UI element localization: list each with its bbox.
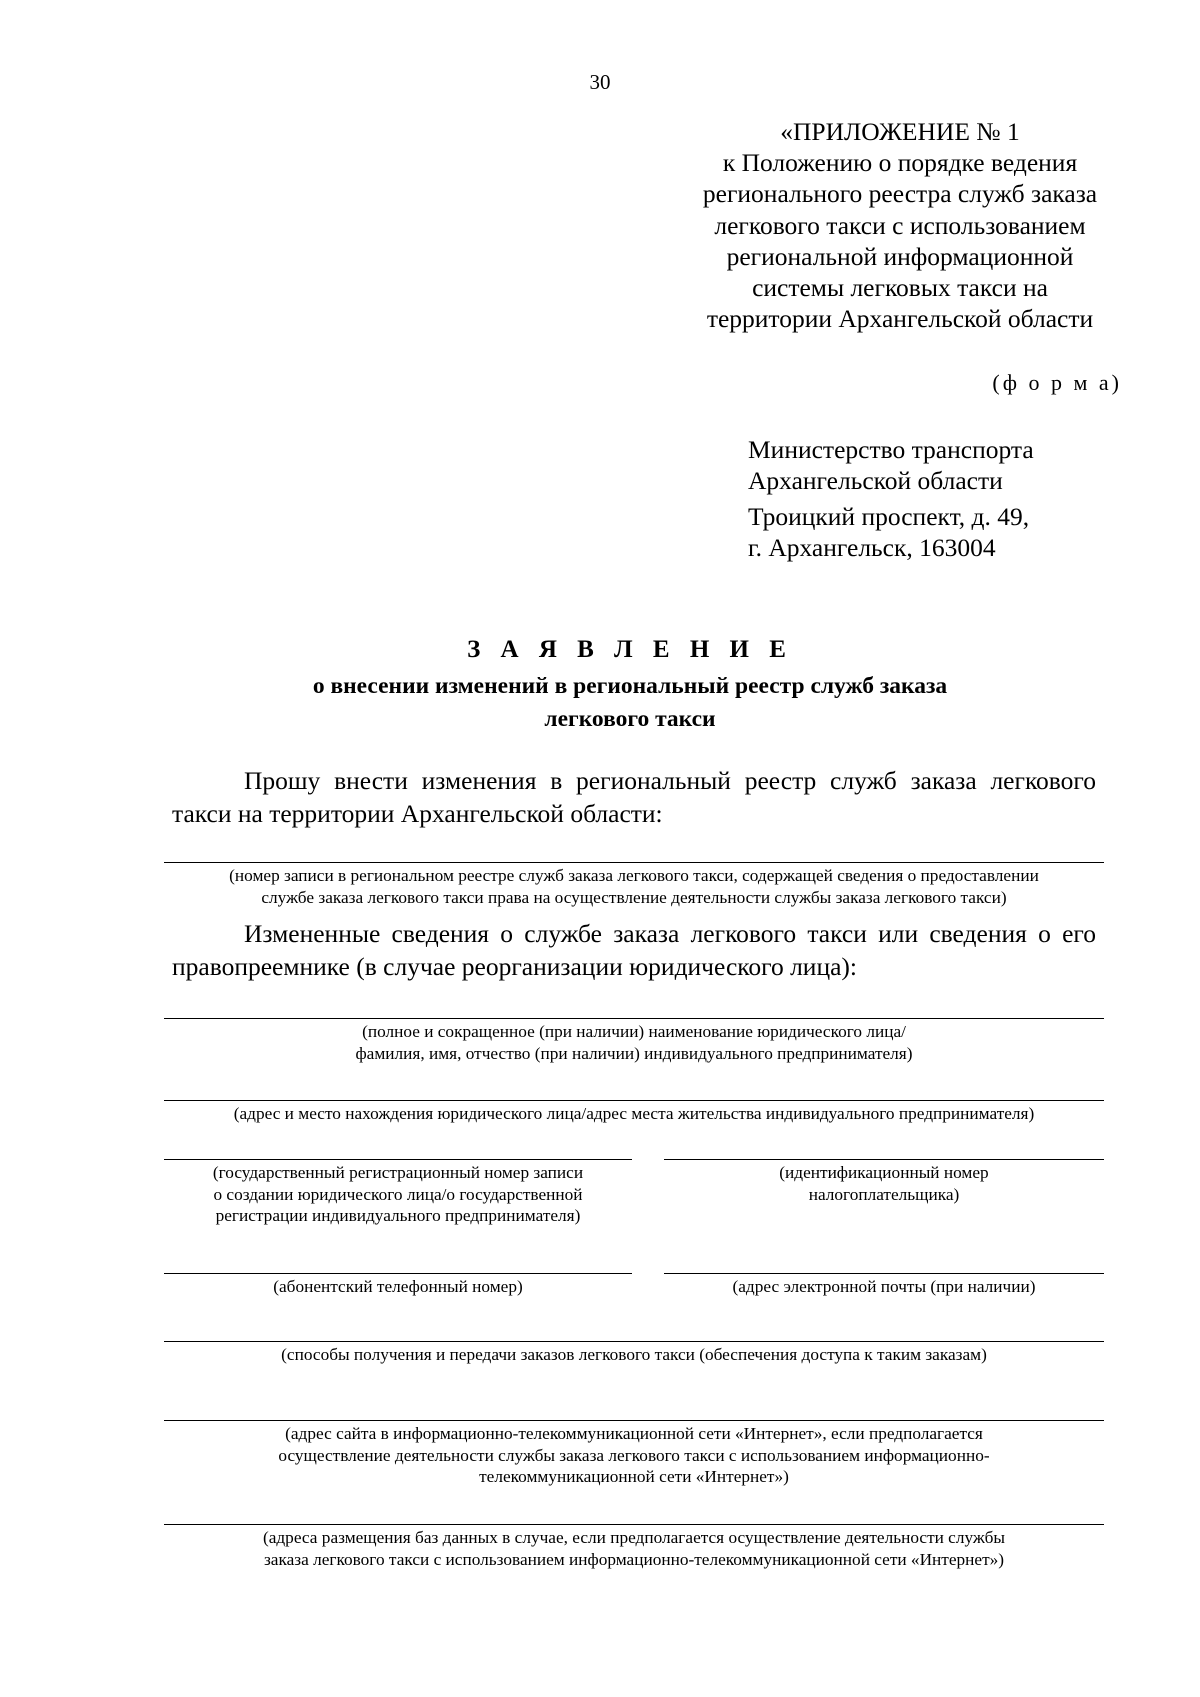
- request-paragraph-text: Прошу внести изменения в региональный реестр служб заказа легкового такси на территории Архангельской области:: [172, 766, 1096, 828]
- caption-line: (идентификационный номер: [779, 1163, 989, 1182]
- appendix-line: территории Архангельской области: [706, 304, 1094, 334]
- request-paragraph: [172, 764, 1096, 830]
- recipient-org-line: Архангельской области: [748, 466, 1003, 495]
- page-number: 30: [589, 70, 611, 94]
- recipient-address-line: Троицкий проспект, д. 49,: [748, 502, 1030, 531]
- website-field-line[interactable]: [164, 1420, 1104, 1421]
- registry-record-field-line[interactable]: [164, 862, 1104, 863]
- caption-line: (адрес сайта в информационно-телекоммуникационной сети «Интернет», если предполагается: [285, 1424, 983, 1443]
- subtitle-line: о внесении изменений в региональный реестр служб заказа: [312, 673, 948, 699]
- caption-line: (государственный регистрационный номер записи: [212, 1163, 584, 1182]
- recipient-block: [748, 434, 1034, 563]
- caption-line: осуществление деятельности службы заказа легкового такси с использованием информационно-: [278, 1445, 990, 1465]
- caption-line: (полное и сокращенное (при наличии) наименование юридического лица/: [362, 1022, 906, 1041]
- caption-line: (адрес и место нахождения юридического лица/адрес места жительства индивидуального предпринимателя): [233, 1104, 1035, 1123]
- registry-record-caption: [150, 865, 1118, 908]
- appendix-line: «ПРИЛОЖЕНИЕ № 1: [780, 117, 1020, 146]
- caption-line: службе заказа легкового такси права на осуществление деятельности службы заказа легкового такси): [261, 887, 1007, 907]
- name-field-line[interactable]: [164, 1018, 1104, 1019]
- inn-field-line[interactable]: [664, 1159, 1104, 1160]
- appendix-line: регионального реестра служб заказа: [702, 179, 1098, 209]
- caption-line: (абонентский телефонный номер): [273, 1277, 523, 1296]
- recipient-org-line: Министерство транспорта: [748, 435, 1034, 464]
- appendix-header: [640, 116, 1160, 334]
- form-label: (ф о р м а): [992, 370, 1122, 395]
- inn-caption: [664, 1162, 1104, 1205]
- caption-line: (адрес электронной почты (при наличии): [732, 1277, 1036, 1296]
- recipient-address-line: г. Архангельск, 163004: [748, 533, 996, 562]
- phone-caption: [164, 1276, 632, 1298]
- website-caption: [164, 1423, 1104, 1488]
- appendix-line: к Положению о порядке ведения: [722, 148, 1078, 178]
- appendix-line: региональной информационной: [726, 241, 1074, 271]
- document-subtitle: [0, 670, 1200, 736]
- subtitle-line: легкового такси: [544, 706, 716, 732]
- document-title: З А Я В Л Е Н И Е: [467, 636, 793, 663]
- changes-paragraph: [172, 917, 1096, 983]
- order-methods-caption: [164, 1344, 1104, 1366]
- appendix-line: системы легковых такси на: [752, 273, 1048, 303]
- caption-line: регистрации индивидуального предпринимателя): [215, 1206, 581, 1225]
- caption-line: о создании юридического лица/о государственной: [213, 1184, 583, 1204]
- databases-caption: [164, 1527, 1104, 1570]
- address-caption: [150, 1103, 1118, 1125]
- email-field-line[interactable]: [664, 1273, 1104, 1274]
- email-caption: [664, 1276, 1104, 1298]
- caption-line: (адреса размещения баз данных в случае, если предполагается осуществление деятельности службы: [262, 1528, 1006, 1547]
- name-caption: [164, 1021, 1104, 1064]
- databases-field-line[interactable]: [164, 1524, 1104, 1525]
- caption-line: (способы получения и передачи заказов легкового такси (обеспечения доступа к таким заказам): [281, 1345, 987, 1364]
- caption-line: фамилия, имя, отчество (при наличии) индивидуального предпринимателя): [355, 1043, 913, 1063]
- state-reg-number-field-line[interactable]: [164, 1159, 632, 1160]
- caption-line: телекоммуникационной сети «Интернет»): [479, 1467, 789, 1486]
- order-methods-field-line[interactable]: [164, 1341, 1104, 1342]
- caption-line: (номер записи в региональном реестре служб заказа легкового такси, содержащей сведения о предоставлении: [229, 866, 1039, 885]
- address-field-line[interactable]: [164, 1100, 1104, 1101]
- caption-line: заказа легкового такси с использованием информационно-телекоммуникационной сети «Интернет»): [263, 1549, 1005, 1569]
- caption-line: налогоплательщика): [808, 1184, 960, 1204]
- state-reg-number-caption: [164, 1162, 632, 1227]
- phone-field-line[interactable]: [164, 1273, 632, 1274]
- changes-paragraph-text: Измененные сведения о службе заказа легкового такси или сведения о его правопреемнике (в случае реорганизации юридического лица):: [172, 919, 1096, 981]
- appendix-line: легкового такси с использованием: [714, 210, 1086, 240]
